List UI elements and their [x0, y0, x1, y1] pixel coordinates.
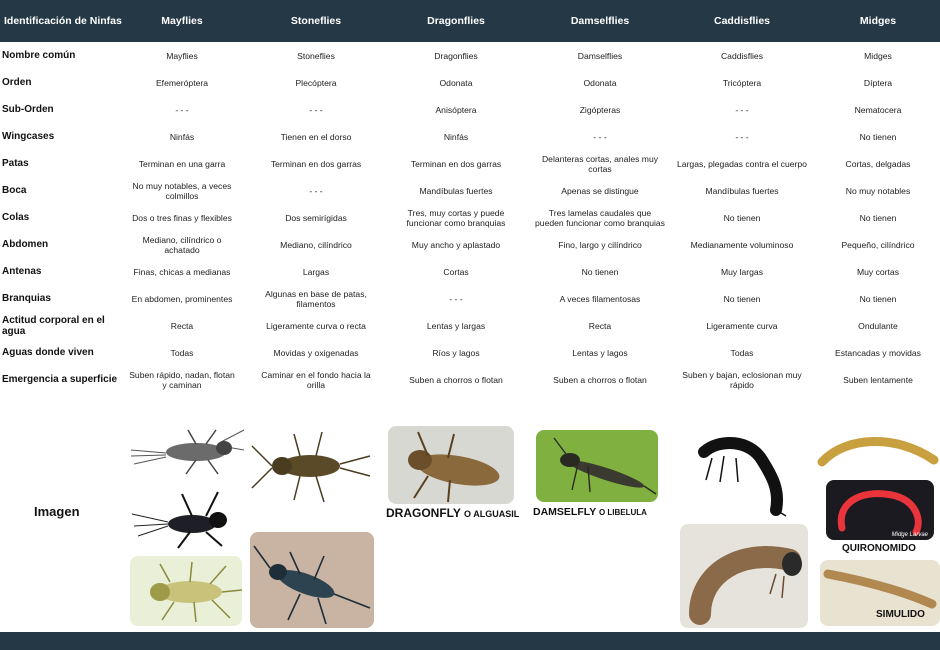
midge-photo-1: [816, 426, 940, 476]
table-row: [0, 312, 940, 339]
simulido-caption: SIMULIDO: [876, 609, 925, 620]
table-cell: Recta: [170, 320, 194, 331]
table-cell: Ligeramente curva o recta: [266, 320, 366, 331]
row-label: Actitud corporal en el agua: [2, 314, 105, 337]
table-cell: Efemeróptera: [155, 77, 209, 88]
table-cell: Suben a chorros o flotan: [409, 374, 503, 385]
table-cell: Caminar en el fondo hacia la orilla: [261, 369, 371, 390]
table-cell: Mandíbulas fuertes: [419, 185, 493, 196]
table-cell: Tres, muy cortas y puede funcionar como branquias: [406, 207, 506, 228]
stonefly-photo-2: [250, 532, 374, 628]
row-label: Boca: [2, 185, 27, 196]
caddisfly-drawing: [690, 430, 794, 520]
table-cell: Muy cortas: [856, 266, 900, 277]
table-cell: Lentas y lagos: [572, 347, 628, 358]
table-row: [0, 42, 940, 69]
table-cell: Suben lentamente: [843, 374, 913, 385]
row-label: Aguas donde viven: [2, 347, 94, 358]
table-cell: No tienen: [723, 212, 761, 223]
table-cell: Odonata: [439, 77, 473, 88]
table-cell: Todas: [730, 347, 754, 358]
row-label: Antenas: [2, 266, 42, 277]
table-cell: Mediano, cilíndrico o achatado: [142, 234, 222, 255]
table-cell: Finas, chicas a medianas: [133, 266, 231, 277]
damselfly-caption-main: DAMSELFLY: [533, 506, 597, 518]
table-cell: Damselflies: [577, 50, 623, 61]
row-label: Abdomen: [2, 239, 49, 250]
table-cell: Nematocera: [854, 104, 902, 115]
table-cell: Todas: [170, 347, 194, 358]
table-cell: Plecóptera: [295, 77, 337, 88]
row-label: Patas: [2, 158, 29, 169]
table-row: [0, 339, 940, 366]
damselfly-caption: [533, 506, 647, 518]
damselfly-caption-sub: O LIBELULA: [598, 508, 647, 517]
footer-bar: [0, 632, 940, 650]
table-cell: Suben rápido, nadan, flotan y caminan: [129, 369, 235, 390]
column-header: Caddisflies: [713, 15, 771, 27]
table-cell: Pequeño, cilíndrico: [841, 239, 915, 250]
table-cell: Ondulante: [858, 320, 898, 331]
table-cell: Apenas se distingue: [561, 185, 639, 196]
damselfly-photo: [536, 430, 658, 502]
column-header: Damselflies: [570, 15, 630, 27]
table-cell: No tienen: [859, 212, 897, 223]
row-label: Sub-Orden: [2, 104, 54, 115]
table-cell: A veces filamentosas: [559, 293, 641, 304]
table-cell: Mayflies: [166, 50, 198, 61]
table-cell: No tienen: [723, 293, 761, 304]
table-cell: - - -: [449, 293, 463, 304]
column-header: Dragonflies: [427, 15, 485, 27]
table-cell: Anisóptera: [435, 104, 477, 115]
midge-photo-2: [826, 480, 934, 540]
table-header: [0, 0, 940, 42]
dragonfly-caption-sub: O ALGUASIL: [464, 509, 520, 519]
row-label: Orden: [2, 77, 32, 88]
row-label: Nombre común: [2, 50, 76, 61]
table-row: [0, 366, 940, 393]
table-cell: Dragonflies: [434, 50, 478, 61]
table-cell: Tres lamelas caudales que pueden funcionar como branquias: [535, 207, 665, 228]
table-cell: Mediano, cilíndrico: [280, 239, 352, 250]
table-cell: Fino, largo y cilíndrico: [558, 239, 642, 250]
table-cell: Suben y bajan, eclosionan muy rápido: [682, 369, 802, 390]
table-cell: - - -: [175, 104, 189, 115]
table-cell: Dos semirígidas: [285, 212, 347, 223]
table-cell: - - -: [309, 104, 323, 115]
row-label: Wingcases: [2, 131, 55, 142]
table-cell: Largas, plegadas contra el cuerpo: [677, 158, 807, 169]
table-cell: Ninfás: [443, 131, 469, 142]
table-cell: Terminan en una garra: [138, 158, 226, 169]
table-cell: Cortas: [443, 266, 469, 277]
table-cell: No tienen: [859, 131, 897, 142]
table-cell: Stoneflies: [297, 50, 335, 61]
table-row: [0, 258, 940, 285]
table-cell: Ninfás: [169, 131, 195, 142]
mayfly-photo-2: [130, 486, 240, 552]
dragonfly-caption: [386, 506, 519, 520]
mayfly-photo-3: [130, 556, 242, 626]
table-row: [0, 204, 940, 231]
column-header: Midges: [859, 15, 897, 27]
table-cell: Delanteras cortas, anales muy cortas: [541, 153, 659, 174]
table-cell: Mandíbulas fuertes: [705, 185, 779, 196]
table-cell: Muy largas: [720, 266, 764, 277]
dragonfly-caption-main: DRAGONFLY: [386, 506, 461, 520]
table-row: [0, 177, 940, 204]
table-cell: Tricóptera: [722, 77, 762, 88]
table-cell: Díptera: [863, 77, 893, 88]
stonefly-photo-1: [250, 426, 372, 504]
row-label: Branquias: [2, 293, 51, 304]
table-cell: Terminan en dos garras: [270, 158, 362, 169]
mayfly-photo-1: [126, 420, 244, 482]
table-cell: En abdomen, prominentes: [131, 293, 233, 304]
row-label: Colas: [2, 212, 30, 223]
table-cell: Largas: [302, 266, 330, 277]
table-cell: No tienen: [581, 266, 619, 277]
table-row: [0, 69, 940, 96]
table-row: [0, 96, 940, 123]
table-cell: Cortas, delgadas: [845, 158, 911, 169]
table-cell: No muy notables, a veces colmillos: [132, 180, 232, 201]
table-cell: - - -: [735, 131, 749, 142]
table-row: [0, 123, 940, 150]
table-cell: Muy ancho y aplastado: [411, 239, 501, 250]
table-cell: Algunas en base de patas, filamentos: [265, 288, 367, 309]
column-header: Mayflies: [161, 15, 203, 27]
row-label: Emergencia a superficie: [2, 374, 118, 385]
table-cell: Caddisflies: [720, 50, 764, 61]
caddisfly-photo: [680, 524, 808, 628]
table-cell: No muy notables: [845, 185, 911, 196]
dragonfly-photo: [388, 426, 514, 504]
table-cell: Dos o tres finas y flexibles: [132, 212, 232, 223]
quironomido-caption: QUIRONOMIDO: [842, 543, 916, 554]
column-header: Stoneflies: [290, 15, 342, 27]
table-cell: - - -: [593, 131, 607, 142]
midge-larvae-label: Midge Larvae: [891, 532, 928, 538]
table-cell: - - -: [735, 104, 749, 115]
table-cell: Lentas y largas: [426, 320, 486, 331]
table-cell: Recta: [588, 320, 612, 331]
table-cell: - - -: [309, 185, 323, 196]
table-cell: Odonata: [583, 77, 617, 88]
table-row: [0, 285, 940, 312]
table-cell: Tienen en el dorso: [280, 131, 352, 142]
table-cell: Movidas y oxigenadas: [273, 347, 359, 358]
table-row: [0, 231, 940, 258]
header-label: Identificación de Ninfas: [4, 15, 122, 27]
image-row-label: Imagen: [34, 504, 80, 519]
table-cell: Medianamente voluminoso: [690, 239, 794, 250]
table-cell: Zigópteras: [579, 104, 621, 115]
table-cell: No tienen: [859, 293, 897, 304]
table-row: [0, 150, 940, 177]
table-cell: Terminan en dos garras: [410, 158, 502, 169]
table-cell: Midges: [864, 50, 892, 61]
table-cell: Ríos y lagos: [432, 347, 480, 358]
table-cell: Ligeramente curva: [706, 320, 778, 331]
table-cell: Suben a chorros o flotan: [553, 374, 647, 385]
table-cell: Estancadas y movidas: [835, 347, 921, 358]
